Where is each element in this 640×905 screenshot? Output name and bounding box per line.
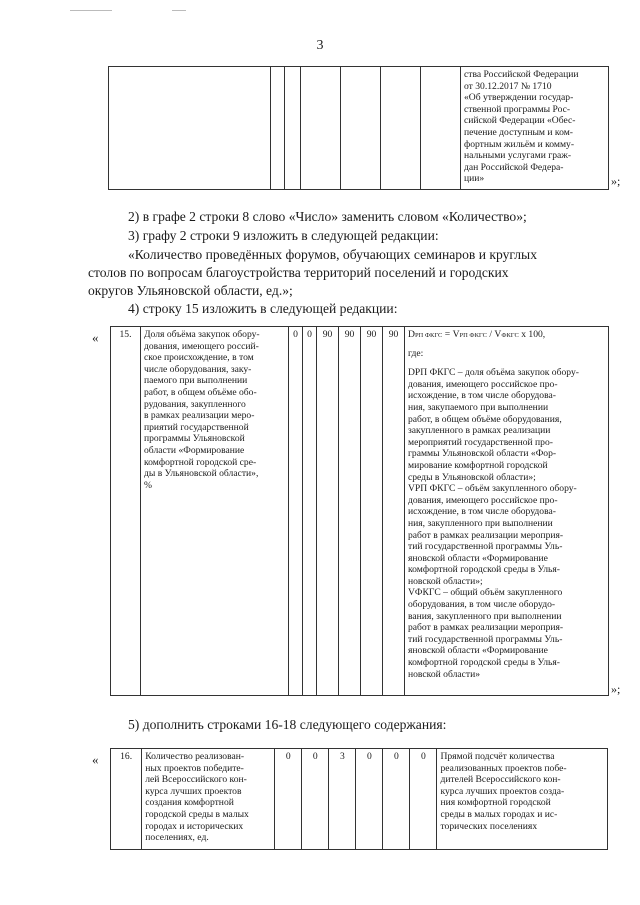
page-number: 3 [316,38,324,53]
value-cell: 3 [329,749,356,850]
value-cell: 90 [361,327,383,696]
formula: DРП ФКГС = VРП ФКГС / VФКГС x 100, [408,329,546,340]
value-cell: 90 [383,327,405,696]
table-row [111,327,609,696]
paragraph-5: 5) дополнить строками 16-18 следующего содержания: [128,717,447,732]
opening-quote: « [92,330,99,345]
value-cell: 0 [356,749,383,850]
table-row-15 [110,326,609,696]
cell-description: ства Российской Федерации от 30.12.2017 № 1710 «Об утверждении государ- ственной программы Рос- сийской Федерации «Обес- печение доступным и ком- фортным жильём и комму- нальными услугами граж- дан Российской Федера- ции» [461,67,609,190]
indicator-name: Доля объёма закупок обору- дования, имеющего россий- ское происхождение, в том числе оборудования, заку- паемого при выполнении работ, в общем объёме обо- рудования, закупленного в рамках реализации меро- приятий государственной программы Ульяновской области «Формирование комфортной городской сре- ды в Ульяновской области», % [141,327,289,696]
row-number: 16. [111,749,142,850]
cell-name [109,67,271,190]
table-continuation [108,66,609,190]
closing-quote: »; [611,682,621,696]
paragraph-3-quote-end: округов Ульяновской области, ед.»; [88,283,293,298]
paragraph-3: 3) графу 2 строки 9 изложить в следующей редакции: [128,228,439,243]
value-cell: 90 [339,327,361,696]
value-cell: 0 [289,327,303,696]
value-cell: 90 [317,327,339,696]
calculation-method: Прямой подсчёт количества реализованных проектов побе- дителей Всероссийского кон- курса лучших проектов созда- ния комфортной городской среды в малых городах и ис- торических поселениях [437,749,608,850]
value-cell: 0 [302,749,329,850]
paragraph-3-quote-cont: столов по вопросам благоустройства территорий поселений и городских [88,265,509,280]
paragraph-2: 2) в графе 2 строки 8 слово «Число» заменить словом «Количество»; [128,209,527,224]
scan-mark [70,10,112,11]
table-row [109,67,609,190]
table-row [111,749,608,850]
opening-quote: « [92,752,99,767]
value-cell: 0 [275,749,302,850]
value-cell: 0 [303,327,317,696]
closing-quote: »; [611,174,621,188]
paragraph-3-quote: «Количество проведённых форумов, обучающих семинаров и круглых [128,247,537,262]
scan-mark [172,10,186,11]
indicator-name: Количество реализован- ных проектов победите- лей Всероссийского кон- курса лучших проектов создания комфортной городской среды в малых городах и исторических поселениях, ед. [142,749,275,850]
table-row-16 [110,748,608,850]
row-number: 15. [111,327,141,696]
value-cell: 0 [383,749,410,850]
paragraph-4: 4) строку 15 изложить в следующей редакции: [128,301,398,316]
calculation-method: DРП ФКГС = VРП ФКГС / VФКГС x 100, где: DРП ФКГС – доля объёма закупок обору- дования, имеющего российское про- исхождение, в том числе оборудова- ния, закупаемого при выполнении работ, в общем объёме оборудования, закупленного в рамках реализации мероприятий государственной про- граммы Ульяновской области «Фор- мирование комфортной городской среды в Ульяновской области»; VРП ФКГС – объём закупленного обору- дования, имеющего российское про- исхождение, в том числе оборудова- ния, закупленного при выполнении работ в рамках реализации мероприя- тий государственной программы Уль- яновской области «Формирование комфортной городской среды в Улья- новской области»; VФКГС – общий объём закупленного оборудования, в том числе оборудо- вания, закупленного при выполнении работ в рамках реализации мероприя- тий государственной программы Уль- яновской области «Формирование комфортной городской среды в Улья- новской области» [405,327,609,696]
value-cell: 0 [410,749,437,850]
